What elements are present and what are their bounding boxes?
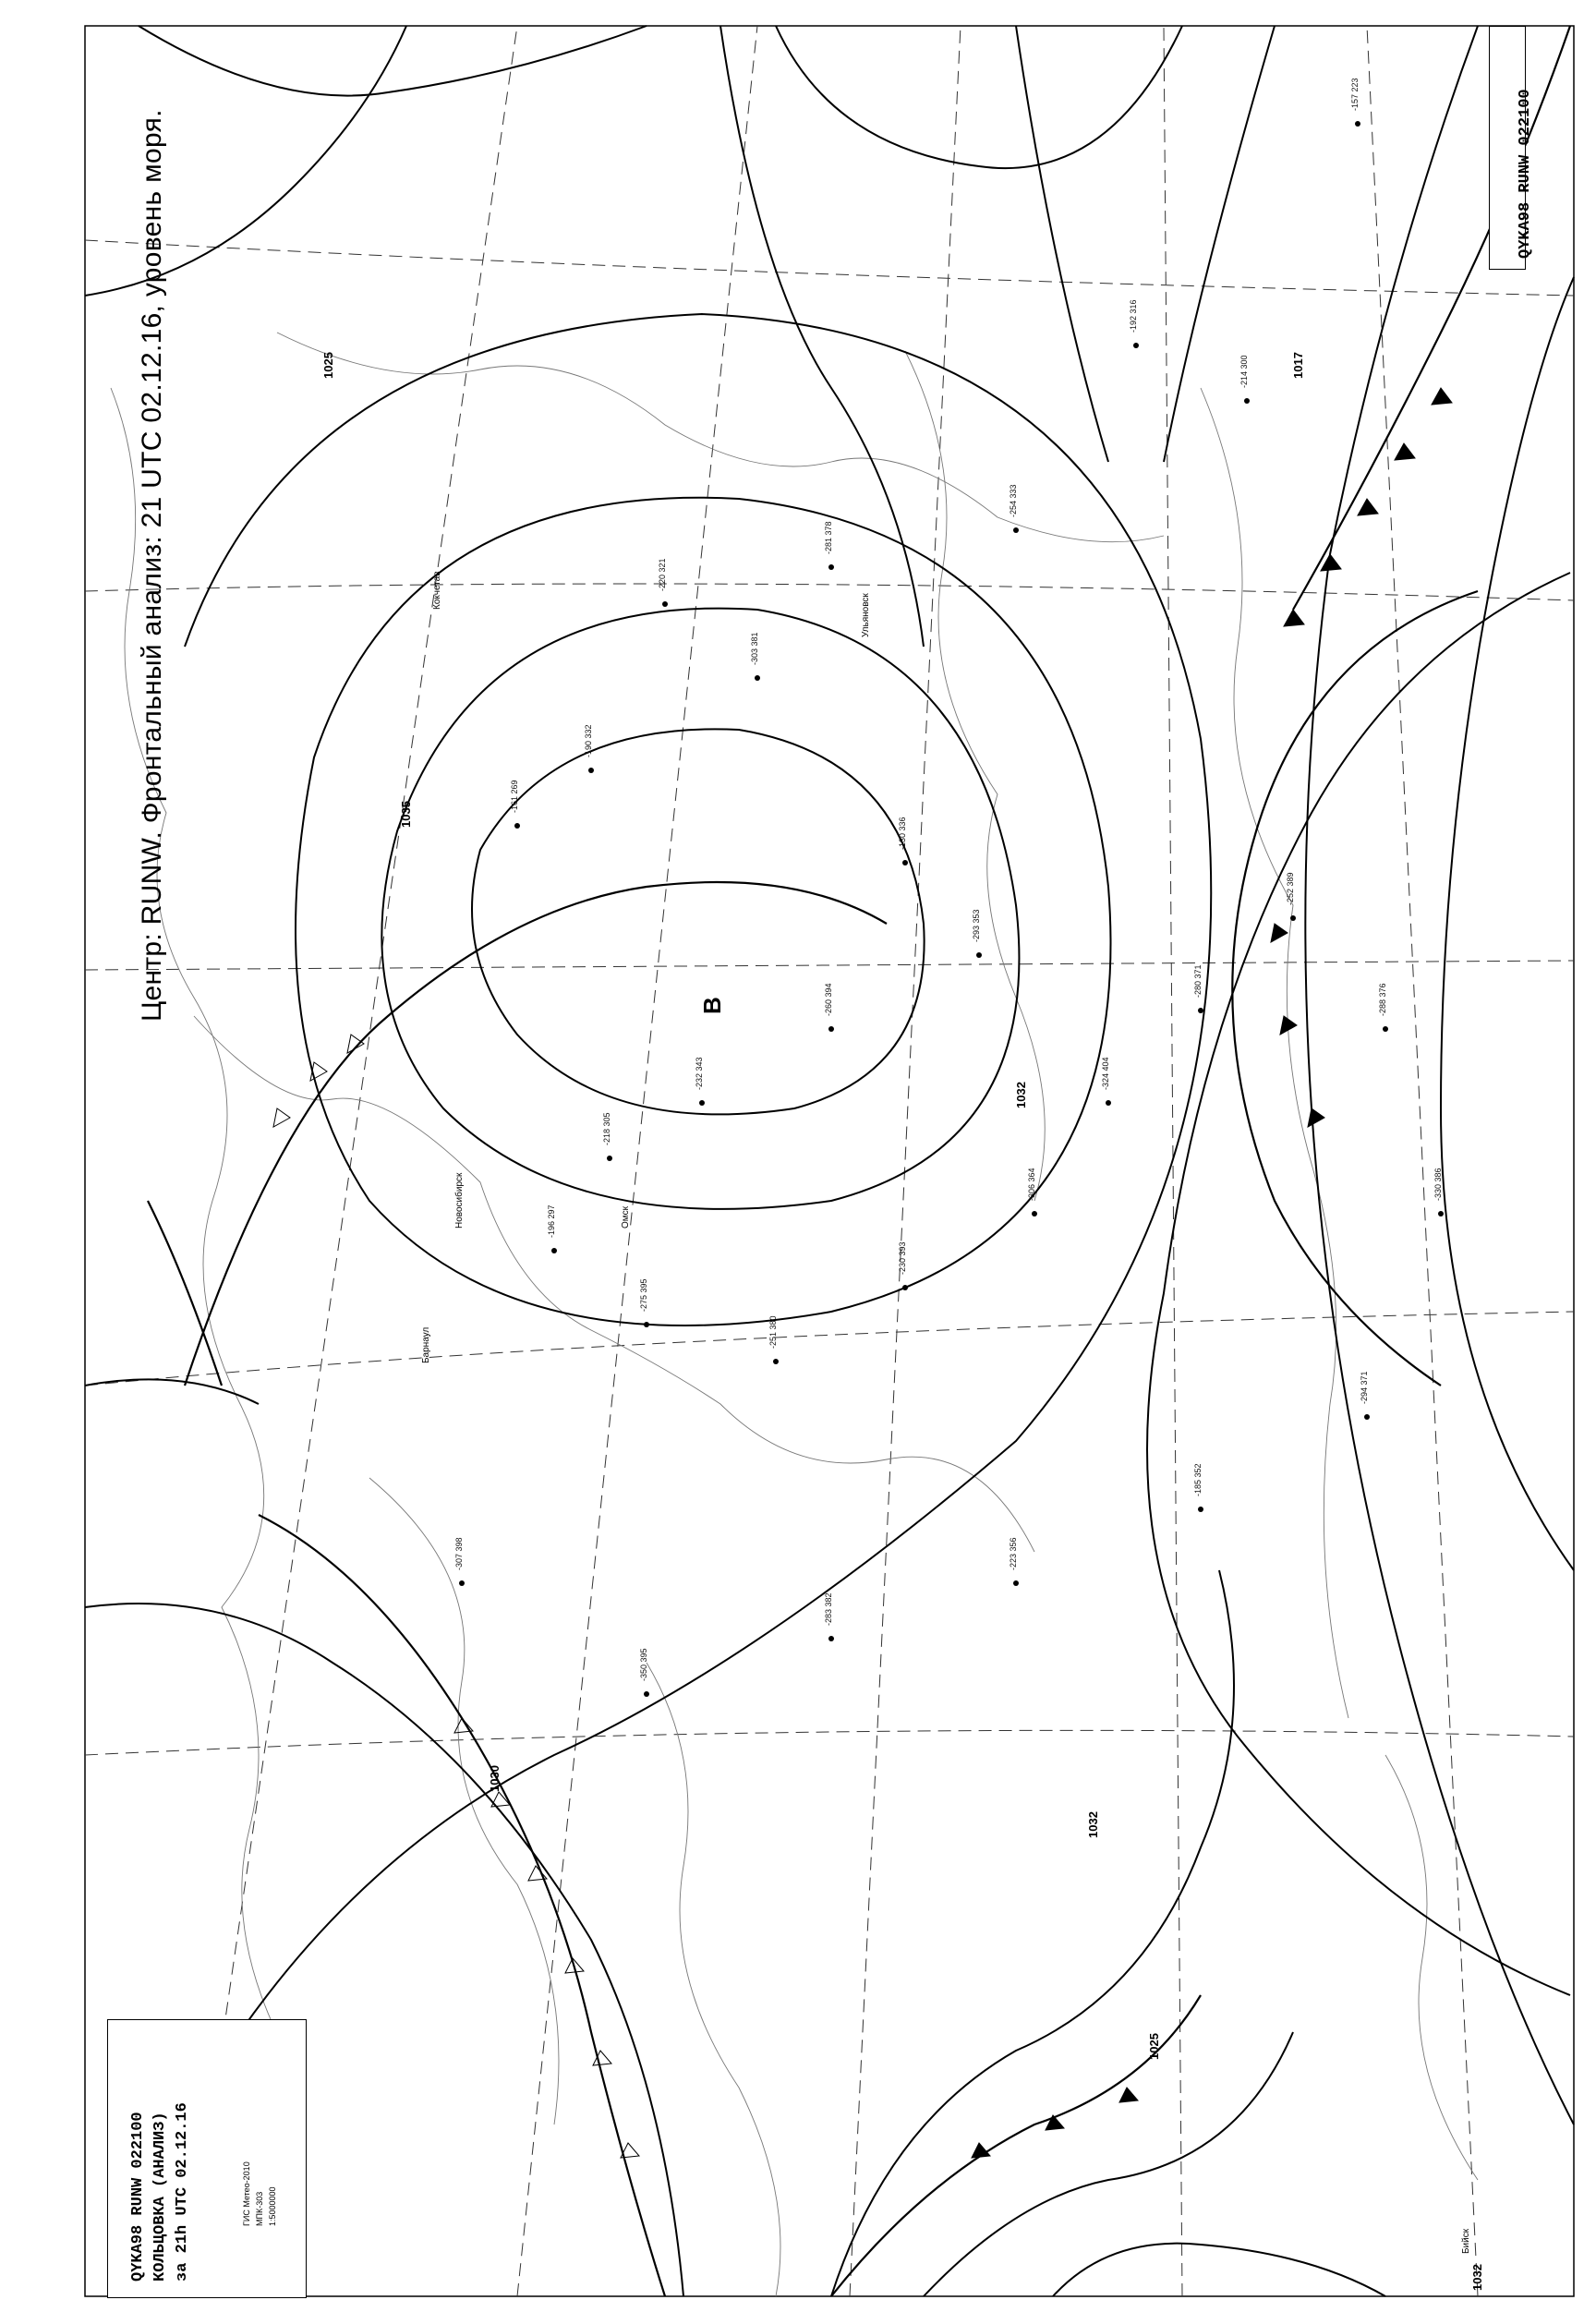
station-label: -130 336: [898, 817, 907, 850]
place-name: Барнаул: [421, 1326, 431, 1363]
station-marker: [773, 1359, 779, 1364]
station-label: -293 353: [972, 909, 981, 942]
place-name: Бийск: [1461, 2228, 1471, 2254]
place-name: Ульяновск: [861, 593, 871, 637]
station-label: -260 394: [824, 983, 833, 1016]
station-marker: [1364, 1414, 1370, 1420]
station-marker: [828, 564, 834, 570]
station-label: -350 395: [639, 1648, 648, 1681]
station-label: -294 371: [1360, 1371, 1369, 1404]
isobar-label: 1032: [1014, 1082, 1028, 1108]
isobar-label: 1030: [488, 1765, 502, 1792]
station-label: -223 356: [1009, 1537, 1018, 1570]
station-marker: [902, 1285, 908, 1290]
map-header-label: Центр: RUNW. Фронтальный анализ: 21 UTC 02.12.16, уровень моря.: [137, 109, 167, 1022]
station-label: -161 269: [510, 780, 519, 813]
station-label: -275 395: [639, 1278, 648, 1312]
station-marker: [902, 860, 908, 866]
station-marker: [1106, 1100, 1111, 1106]
station-label: -185 352: [1193, 1463, 1203, 1496]
station-marker: [607, 1156, 612, 1161]
station-label: -251 380: [768, 1315, 778, 1349]
title-block-time: за 21h UTC 02.12.16: [174, 2102, 191, 2282]
station-label: -306 364: [1027, 1168, 1036, 1201]
station-label: -283 382: [824, 1592, 833, 1626]
station-marker: [755, 675, 760, 681]
station-marker: [644, 1322, 649, 1327]
station-label: -218 305: [602, 1112, 611, 1145]
station-marker: [976, 952, 982, 958]
isobar-label: 1032: [1470, 2264, 1484, 2291]
isobar-label: 1025: [321, 352, 335, 379]
title-block-map-id: МПК-303: [255, 2191, 264, 2226]
station-label: -330 386: [1433, 1168, 1443, 1201]
place-name: Кокчетав: [432, 571, 442, 610]
station-label: -254 333: [1009, 484, 1018, 517]
station-label: -220 321: [658, 558, 667, 591]
top-right-code: QYKA98 RUNW 022100: [1517, 89, 1534, 259]
station-label: -252 389: [1286, 872, 1295, 905]
station-marker: [1198, 1008, 1203, 1013]
station-marker: [1244, 398, 1250, 404]
isobar-label: 1032: [1086, 1811, 1100, 1838]
station-marker: [551, 1248, 557, 1253]
station-marker: [828, 1636, 834, 1641]
station-marker: [644, 1691, 649, 1697]
station-label: -303 381: [750, 632, 759, 665]
high-pressure-center: В: [698, 997, 726, 1014]
station-marker: [514, 823, 520, 829]
station-marker: [1198, 1507, 1203, 1512]
station-label: -281 378: [824, 521, 833, 554]
station-marker: [1032, 1211, 1037, 1217]
title-block-name: КОЛЬЦОВКА (АНАЛИЗ): [151, 2112, 169, 2282]
station-marker: [459, 1580, 465, 1586]
station-marker: [1013, 1580, 1019, 1586]
station-label: -196 297: [547, 1204, 556, 1238]
station-label: -214 300: [1239, 355, 1249, 388]
station-marker: [1013, 527, 1019, 533]
place-name: Новосибирск: [454, 1172, 465, 1229]
title-block-code: QYKA98 RUNW 022100: [129, 2112, 147, 2282]
station-label: -280 371: [1193, 964, 1203, 998]
station-label: -288 376: [1378, 983, 1387, 1016]
station-label: -324 404: [1101, 1057, 1110, 1090]
station-label: -307 398: [454, 1537, 464, 1570]
isobar-label: 1025: [1147, 2033, 1161, 2060]
station-label: -192 316: [1129, 299, 1138, 333]
station-marker: [1290, 915, 1296, 921]
title-block-scale: 1:5000000: [268, 2186, 277, 2226]
station-label: -232 343: [695, 1057, 704, 1090]
station-marker: [699, 1100, 705, 1106]
station-marker: [1438, 1211, 1444, 1217]
station-marker: [828, 1026, 834, 1032]
isobar-label: 1035: [399, 801, 413, 828]
station-label: -230 393: [898, 1241, 907, 1275]
isobar-label: 1017: [1291, 352, 1305, 379]
title-block-software: ГИС Метео-2010: [242, 2161, 251, 2226]
place-name: Омск: [621, 1205, 631, 1229]
station-label: -190 332: [584, 724, 593, 757]
station-marker: [588, 768, 594, 773]
station-marker: [1133, 343, 1139, 348]
station-marker: [662, 601, 668, 607]
station-marker: [1355, 121, 1360, 127]
station-label: -157 223: [1350, 78, 1360, 111]
station-marker: [1383, 1026, 1388, 1032]
